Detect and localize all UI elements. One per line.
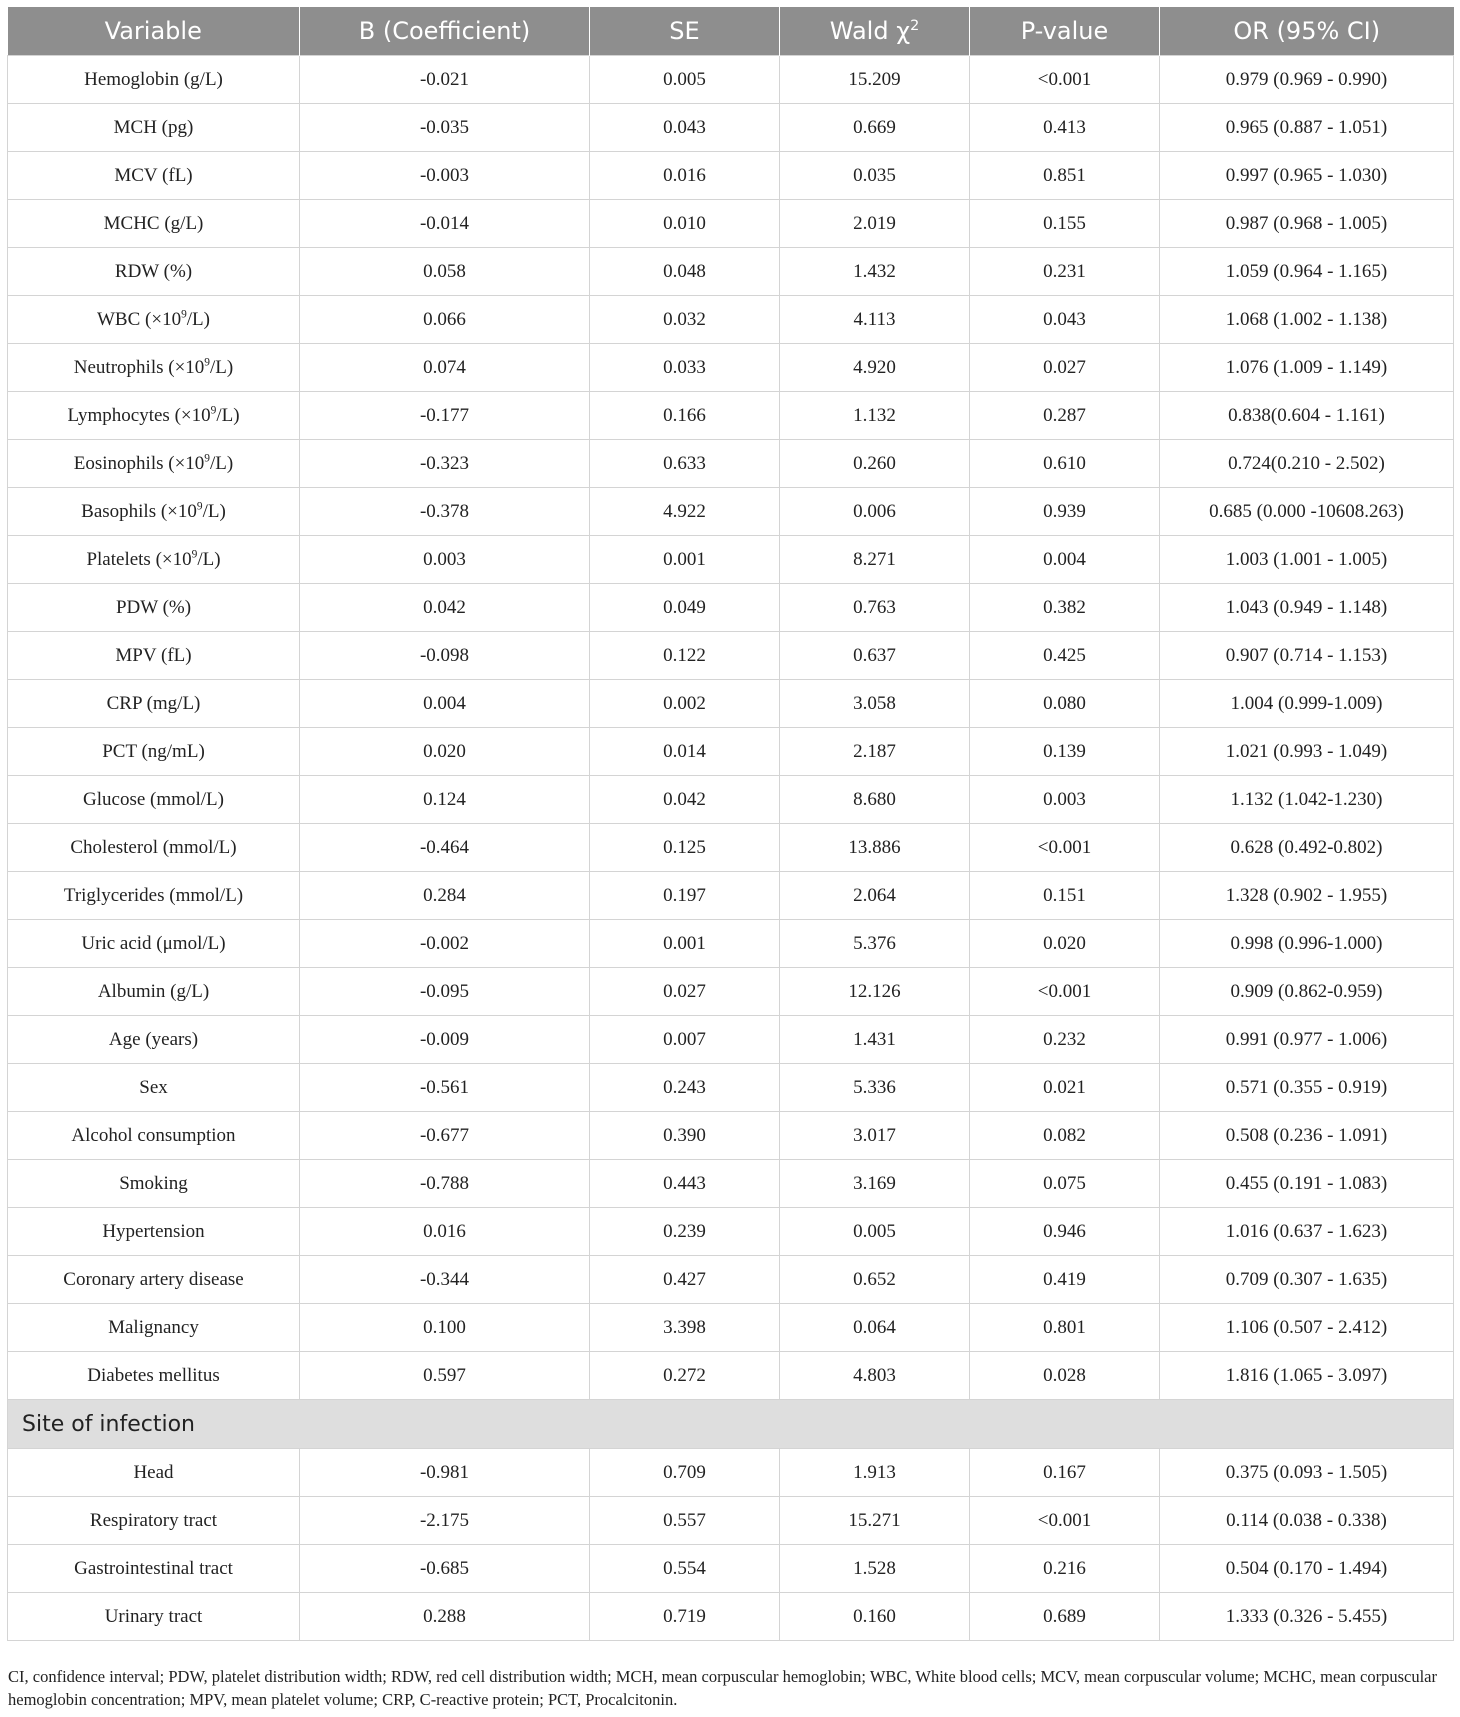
table-row (8, 104, 1454, 152)
cell-coefficient: -0.464 (300, 824, 590, 872)
cell-variable: Glucose (mmol/L) (8, 776, 300, 824)
cell-wald: 1.528 (780, 1545, 970, 1593)
cell-coefficient: 0.042 (300, 584, 590, 632)
cell-variable: PDW (%) (8, 584, 300, 632)
cell-pvalue: 0.075 (970, 1160, 1160, 1208)
cell-coefficient: -0.344 (300, 1256, 590, 1304)
cell-or: 0.838(0.604 - 1.161) (1160, 392, 1454, 440)
cell-or: 1.016 (0.637 - 1.623) (1160, 1208, 1454, 1256)
cell-pvalue: <0.001 (970, 968, 1160, 1016)
cell-pvalue: <0.001 (970, 1497, 1160, 1545)
cell-pvalue: 0.232 (970, 1016, 1160, 1064)
cell-variable: Smoking (8, 1160, 300, 1208)
cell-or: 0.685 (0.000 -10608.263) (1160, 488, 1454, 536)
cell-wald: 0.763 (780, 584, 970, 632)
cell-variable (8, 344, 300, 392)
table-row (8, 872, 1454, 920)
cell-wald: 5.336 (780, 1064, 970, 1112)
cell-se: 0.390 (590, 1112, 780, 1160)
cell-coefficient: 0.003 (300, 536, 590, 584)
cell-variable (8, 536, 300, 584)
cell-pvalue: 0.689 (970, 1593, 1160, 1641)
cell-or: 0.979 (0.969 - 0.990) (1160, 56, 1454, 104)
cell-coefficient: 0.058 (300, 248, 590, 296)
cell-se: 0.014 (590, 728, 780, 776)
cell-pvalue: 0.021 (970, 1064, 1160, 1112)
cell-or: 1.816 (1.065 - 3.097) (1160, 1352, 1454, 1400)
table-row (8, 1545, 1454, 1593)
table-row (8, 1593, 1454, 1641)
cell-variable: Age (years) (8, 1016, 300, 1064)
cell-se: 0.049 (590, 584, 780, 632)
cell-variable: MPV (fL) (8, 632, 300, 680)
cell-coefficient: -2.175 (300, 1497, 590, 1545)
variable-unit: /L) (186, 308, 210, 330)
cell-se: 0.443 (590, 1160, 780, 1208)
cell-variable: Coronary artery disease (8, 1256, 300, 1304)
cell-variable: Hypertension (8, 1208, 300, 1256)
variable-unit: /L) (210, 356, 234, 378)
cell-wald: 3.058 (780, 680, 970, 728)
cell-coefficient: 0.004 (300, 680, 590, 728)
cell-pvalue: <0.001 (970, 824, 1160, 872)
cell-or: 0.991 (0.977 - 1.006) (1160, 1016, 1454, 1064)
cell-coefficient: 0.124 (300, 776, 590, 824)
table-row (8, 1304, 1454, 1352)
cell-se: 0.001 (590, 920, 780, 968)
table-row (8, 1449, 1454, 1497)
cell-or: 0.987 (0.968 - 1.005) (1160, 200, 1454, 248)
variable-text: Eosinophils (×10 (73, 452, 205, 474)
header-row (8, 7, 1454, 56)
cell-pvalue: 0.003 (970, 776, 1160, 824)
cell-pvalue: 0.231 (970, 248, 1160, 296)
cell-wald: 4.113 (780, 296, 970, 344)
table-row (8, 296, 1454, 344)
variable-exponent: 9 (181, 308, 187, 321)
cell-se: 0.002 (590, 680, 780, 728)
header-wald (780, 7, 970, 56)
cell-coefficient: -0.561 (300, 1064, 590, 1112)
cell-or: 1.043 (0.949 - 1.148) (1160, 584, 1454, 632)
cell-variable: Sex (8, 1064, 300, 1112)
cell-coefficient: 0.074 (300, 344, 590, 392)
variable-text: Neutrophils (×10 (73, 356, 205, 378)
variable-unit: /L) (216, 404, 240, 426)
cell-se: 0.048 (590, 248, 780, 296)
table-row (8, 1352, 1454, 1400)
cell-coefficient: 0.016 (300, 1208, 590, 1256)
regression-table-container (7, 7, 1453, 1641)
cell-coefficient: -0.095 (300, 968, 590, 1016)
cell-se: 0.197 (590, 872, 780, 920)
cell-wald: 0.652 (780, 1256, 970, 1304)
cell-pvalue: 0.027 (970, 344, 1160, 392)
header-se: SE (590, 7, 780, 56)
cell-wald: 0.260 (780, 440, 970, 488)
cell-coefficient: -0.177 (300, 392, 590, 440)
cell-variable (8, 440, 300, 488)
cell-se: 0.554 (590, 1545, 780, 1593)
table-row (8, 920, 1454, 968)
cell-coefficient: -0.002 (300, 920, 590, 968)
cell-variable: Cholesterol (mmol/L) (8, 824, 300, 872)
cell-variable: Head (8, 1449, 300, 1497)
cell-variable (8, 488, 300, 536)
cell-coefficient: 0.597 (300, 1352, 590, 1400)
variable-exponent: 9 (191, 548, 198, 561)
table-row (8, 1112, 1454, 1160)
cell-pvalue: 0.801 (970, 1304, 1160, 1352)
cell-coefficient: -0.021 (300, 56, 590, 104)
cell-variable (8, 296, 300, 344)
cell-coefficient: -0.323 (300, 440, 590, 488)
cell-wald: 2.064 (780, 872, 970, 920)
table-row (8, 1208, 1454, 1256)
cell-or: 0.724(0.210 - 2.502) (1160, 440, 1454, 488)
table-row (8, 200, 1454, 248)
section-row (8, 1400, 1454, 1449)
header-variable: Variable (8, 7, 300, 56)
cell-or: 1.132 (1.042-1.230) (1160, 776, 1454, 824)
table-row (8, 1016, 1454, 1064)
variable-exponent: 9 (210, 404, 217, 417)
cell-coefficient: -0.981 (300, 1449, 590, 1497)
cell-wald: 4.920 (780, 344, 970, 392)
cell-or: 0.504 (0.170 - 1.494) (1160, 1545, 1454, 1593)
table-row (8, 488, 1454, 536)
cell-wald: 15.271 (780, 1497, 970, 1545)
cell-or: 1.068 (1.002 - 1.138) (1160, 296, 1454, 344)
cell-or: 0.998 (0.996-1.000) (1160, 920, 1454, 968)
cell-se: 0.122 (590, 632, 780, 680)
variable-text: Basophils (×10 (81, 500, 197, 522)
cell-variable: MCH (pg) (8, 104, 300, 152)
table-row (8, 1160, 1454, 1208)
variable-unit: /L) (197, 548, 221, 570)
cell-pvalue: 0.946 (970, 1208, 1160, 1256)
cell-coefficient: 0.284 (300, 872, 590, 920)
cell-wald: 2.187 (780, 728, 970, 776)
cell-wald: 0.035 (780, 152, 970, 200)
cell-variable: Urinary tract (8, 1593, 300, 1641)
cell-se: 0.166 (590, 392, 780, 440)
cell-variable: Alcohol consumption (8, 1112, 300, 1160)
cell-coefficient: -0.009 (300, 1016, 590, 1064)
cell-pvalue: 0.425 (970, 632, 1160, 680)
cell-or: 1.004 (0.999-1.009) (1160, 680, 1454, 728)
cell-wald: 0.006 (780, 488, 970, 536)
table-row (8, 728, 1454, 776)
cell-wald: 8.680 (780, 776, 970, 824)
cell-pvalue: 0.419 (970, 1256, 1160, 1304)
cell-se: 0.633 (590, 440, 780, 488)
cell-pvalue: 0.413 (970, 104, 1160, 152)
cell-or: 0.114 (0.038 - 0.338) (1160, 1497, 1454, 1545)
cell-or: 0.508 (0.236 - 1.091) (1160, 1112, 1454, 1160)
cell-variable: Triglycerides (mmol/L) (8, 872, 300, 920)
cell-se: 0.042 (590, 776, 780, 824)
cell-variable: Albumin (g/L) (8, 968, 300, 1016)
cell-coefficient: 0.288 (300, 1593, 590, 1641)
cell-wald: 15.209 (780, 56, 970, 104)
cell-coefficient: -0.677 (300, 1112, 590, 1160)
table-row (8, 1256, 1454, 1304)
cell-or: 0.907 (0.714 - 1.153) (1160, 632, 1454, 680)
cell-variable: Diabetes mellitus (8, 1352, 300, 1400)
cell-coefficient: -0.014 (300, 200, 590, 248)
cell-pvalue: 0.020 (970, 920, 1160, 968)
cell-wald: 13.886 (780, 824, 970, 872)
cell-wald: 4.803 (780, 1352, 970, 1400)
header-wald-sup: 2 (910, 18, 920, 34)
cell-se: 3.398 (590, 1304, 780, 1352)
cell-pvalue: 0.139 (970, 728, 1160, 776)
table-row (8, 56, 1454, 104)
table-header (8, 7, 1454, 56)
cell-wald: 0.160 (780, 1593, 970, 1641)
cell-pvalue: 0.287 (970, 392, 1160, 440)
cell-or: 1.328 (0.902 - 1.955) (1160, 872, 1454, 920)
cell-coefficient: 0.100 (300, 1304, 590, 1352)
cell-se: 0.043 (590, 104, 780, 152)
variable-exponent: 9 (204, 356, 210, 369)
cell-wald: 8.271 (780, 536, 970, 584)
cell-wald: 5.376 (780, 920, 970, 968)
cell-se: 0.557 (590, 1497, 780, 1545)
cell-se: 0.010 (590, 200, 780, 248)
cell-or: 1.059 (0.964 - 1.165) (1160, 248, 1454, 296)
variable-unit: /L) (210, 452, 234, 474)
cell-variable: MCV (fL) (8, 152, 300, 200)
cell-or: 0.709 (0.307 - 1.635) (1160, 1256, 1454, 1304)
table-row (8, 536, 1454, 584)
cell-coefficient: -0.003 (300, 152, 590, 200)
cell-variable: CRP (mg/L) (8, 680, 300, 728)
cell-se: 0.709 (590, 1449, 780, 1497)
cell-variable: Uric acid (μmol/L) (8, 920, 300, 968)
cell-se: 0.033 (590, 344, 780, 392)
cell-wald: 0.005 (780, 1208, 970, 1256)
cell-wald: 0.637 (780, 632, 970, 680)
header-or: OR (95% CI) (1160, 7, 1454, 56)
cell-pvalue: 0.080 (970, 680, 1160, 728)
cell-se: 0.016 (590, 152, 780, 200)
header-coefficient: B (Coefficient) (300, 7, 590, 56)
table-row (8, 680, 1454, 728)
cell-coefficient: -0.685 (300, 1545, 590, 1593)
cell-se: 0.027 (590, 968, 780, 1016)
cell-or: 1.333 (0.326 - 5.455) (1160, 1593, 1454, 1641)
cell-se: 0.005 (590, 56, 780, 104)
section-title: Site of infection (8, 1400, 1454, 1449)
table-row (8, 632, 1454, 680)
cell-se: 0.272 (590, 1352, 780, 1400)
cell-pvalue: <0.001 (970, 56, 1160, 104)
table-row (8, 248, 1454, 296)
variable-exponent: 9 (204, 452, 210, 465)
table-row (8, 584, 1454, 632)
cell-variable (8, 392, 300, 440)
cell-pvalue: 0.610 (970, 440, 1160, 488)
cell-pvalue: 0.155 (970, 200, 1160, 248)
cell-se: 0.007 (590, 1016, 780, 1064)
cell-or: 0.628 (0.492-0.802) (1160, 824, 1454, 872)
cell-or: 0.375 (0.093 - 1.505) (1160, 1449, 1454, 1497)
cell-variable: Malignancy (8, 1304, 300, 1352)
table-row (8, 440, 1454, 488)
variable-text: WBC (×10 (97, 308, 182, 330)
cell-wald: 1.913 (780, 1449, 970, 1497)
cell-pvalue: 0.216 (970, 1545, 1160, 1593)
cell-se: 0.032 (590, 296, 780, 344)
table-footnote: CI, confidence interval; PDW, platelet distribution width; RDW, red cell distribution width; MCH, mean corpuscular hemoglobin; WBC, White blood cells; MCV, mean corpuscular volume; MCHC, mean corpuscular hemoglobin concentration; MPV, mean platelet volume; CRP, C-reactive protein; PCT, Procalcitonin. (8, 1667, 1437, 1709)
table-row (8, 152, 1454, 200)
header-pvalue: P-value (970, 7, 1160, 56)
cell-variable: PCT (ng/mL) (8, 728, 300, 776)
cell-se: 0.243 (590, 1064, 780, 1112)
table-row (8, 776, 1454, 824)
cell-pvalue: 0.167 (970, 1449, 1160, 1497)
table-row (8, 344, 1454, 392)
cell-variable: Respiratory tract (8, 1497, 300, 1545)
cell-or: 1.003 (1.001 - 1.005) (1160, 536, 1454, 584)
cell-pvalue: 0.851 (970, 152, 1160, 200)
cell-wald: 3.017 (780, 1112, 970, 1160)
cell-or: 1.076 (1.009 - 1.149) (1160, 344, 1454, 392)
cell-coefficient: -0.098 (300, 632, 590, 680)
cell-se: 0.125 (590, 824, 780, 872)
cell-variable: RDW (%) (8, 248, 300, 296)
cell-or: 0.965 (0.887 - 1.051) (1160, 104, 1454, 152)
cell-variable: Hemoglobin (g/L) (8, 56, 300, 104)
table-row (8, 392, 1454, 440)
table-body (8, 56, 1454, 1641)
cell-wald: 2.019 (780, 200, 970, 248)
cell-wald: 0.064 (780, 1304, 970, 1352)
cell-pvalue: 0.939 (970, 488, 1160, 536)
cell-wald: 1.432 (780, 248, 970, 296)
table-row (8, 824, 1454, 872)
cell-or: 0.997 (0.965 - 1.030) (1160, 152, 1454, 200)
cell-coefficient: -0.035 (300, 104, 590, 152)
cell-coefficient: -0.788 (300, 1160, 590, 1208)
cell-pvalue: 0.028 (970, 1352, 1160, 1400)
cell-se: 0.239 (590, 1208, 780, 1256)
variable-text: Platelets (×10 (86, 548, 192, 570)
variable-exponent: 9 (196, 500, 203, 513)
variable-text: Lymphocytes (×10 (67, 404, 211, 426)
cell-or: 1.106 (0.507 - 2.412) (1160, 1304, 1454, 1352)
cell-or: 0.571 (0.355 - 0.919) (1160, 1064, 1454, 1112)
cell-coefficient: -0.378 (300, 488, 590, 536)
cell-coefficient: 0.020 (300, 728, 590, 776)
cell-wald: 1.132 (780, 392, 970, 440)
header-wald-text: Wald χ (829, 17, 911, 45)
cell-wald: 3.169 (780, 1160, 970, 1208)
cell-se: 0.719 (590, 1593, 780, 1641)
cell-wald: 0.669 (780, 104, 970, 152)
table-row (8, 1497, 1454, 1545)
cell-variable: MCHC (g/L) (8, 200, 300, 248)
cell-wald: 12.126 (780, 968, 970, 1016)
regression-table (7, 7, 1454, 1641)
cell-or: 0.455 (0.191 - 1.083) (1160, 1160, 1454, 1208)
variable-unit: /L) (202, 500, 226, 522)
cell-or: 0.909 (0.862-0.959) (1160, 968, 1454, 1016)
cell-wald: 1.431 (780, 1016, 970, 1064)
table-row (8, 968, 1454, 1016)
cell-pvalue: 0.043 (970, 296, 1160, 344)
cell-pvalue: 0.082 (970, 1112, 1160, 1160)
cell-variable: Gastrointestinal tract (8, 1545, 300, 1593)
cell-pvalue: 0.382 (970, 584, 1160, 632)
table-row (8, 1064, 1454, 1112)
cell-or: 1.021 (0.993 - 1.049) (1160, 728, 1454, 776)
cell-pvalue: 0.151 (970, 872, 1160, 920)
cell-se: 0.427 (590, 1256, 780, 1304)
cell-se: 0.001 (590, 536, 780, 584)
cell-coefficient: 0.066 (300, 296, 590, 344)
cell-se: 4.922 (590, 488, 780, 536)
cell-pvalue: 0.004 (970, 536, 1160, 584)
